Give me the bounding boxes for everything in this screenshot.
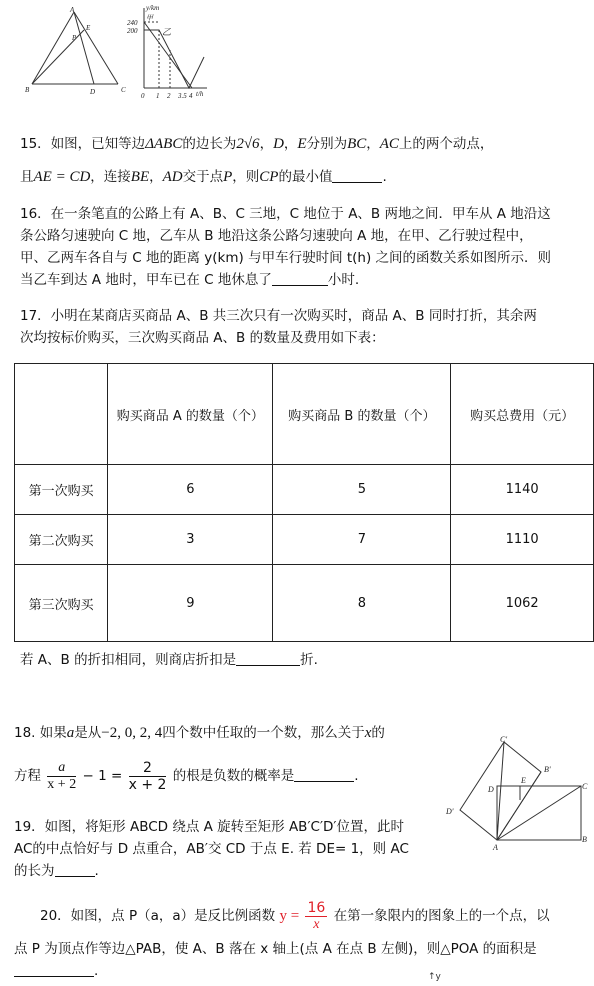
q15-text: 的边长为: [182, 136, 237, 152]
q18-text: 四个数中任取的一个数，那么关于: [162, 725, 365, 741]
q18-line1: [14, 722, 385, 744]
q18-var-x: x: [364, 725, 372, 741]
label-B: B: [582, 835, 587, 844]
q18-numbers: −2, 0, 2, 4: [101, 725, 163, 741]
line-label-yi: 乙: [162, 27, 172, 37]
q16-text: 小时.: [327, 272, 360, 288]
q15-number: 15．: [20, 136, 51, 152]
q15-text: ，则: [232, 169, 260, 185]
label-A: A: [493, 843, 498, 850]
q20-function-y: y =: [279, 908, 300, 924]
label-D-prime: D': [446, 807, 454, 816]
q18-frac1-numerator: a: [47, 760, 76, 777]
q15-text: 的最小值: [278, 169, 333, 185]
q15-point-P: P: [223, 169, 233, 185]
q15-answer-blank[interactable]: [332, 168, 382, 183]
table-cell: 6: [108, 465, 273, 515]
q20-answer-blank[interactable]: [14, 962, 94, 977]
label-C-prime: C': [500, 735, 508, 744]
q18-fraction-2: [129, 760, 167, 793]
q19-text: 的长为: [14, 863, 55, 879]
label-D: D: [90, 88, 96, 96]
purchase-table: [14, 363, 594, 642]
q19-line1: 19．如图，将矩形 ABCD 绕点 A 旋转至矩形 AB′C′D′位置，此时: [14, 819, 404, 835]
q15-seg-AC: AC: [379, 136, 399, 152]
q15-line2: [20, 166, 387, 188]
q17-text: 若 A、B 的折扣相同，则商店折扣是: [20, 652, 237, 668]
q15-point-D: D: [273, 136, 284, 152]
table-row: [15, 515, 594, 565]
x-tick-1: 1: [156, 92, 160, 100]
q15-text: 且: [20, 169, 34, 185]
q15-text: 如图，已知等边: [50, 136, 146, 152]
q20-text: 20．如图，点 P（a，a）是反比例函数: [40, 908, 276, 924]
q15-seg-AD: AD: [162, 169, 183, 185]
q18-text: 是从: [74, 725, 102, 741]
table-cell: 第一次购买: [15, 465, 108, 515]
q20-line1: [40, 899, 550, 933]
x-axis-label: t/h: [196, 90, 204, 98]
q20-text: .: [94, 963, 99, 979]
q15-side-length: 2√6: [236, 136, 260, 152]
q18-frac2-denominator: x + 2: [128, 776, 167, 793]
q18-text: 方程: [14, 768, 41, 784]
q15-text: ，: [283, 136, 298, 152]
q15-point-E: E: [297, 136, 307, 152]
q15-line1: [20, 133, 493, 155]
label-P: P: [72, 34, 77, 42]
q15-seg-CP: CP: [259, 169, 279, 185]
q18-answer-blank[interactable]: [294, 767, 354, 782]
q15-text: ，: [366, 136, 380, 152]
q18-var-a: a: [66, 725, 75, 741]
q15-text: 分别为: [306, 136, 348, 152]
x-tick-2: 2: [167, 92, 171, 100]
table-cell: 1110: [451, 515, 594, 565]
table-cell: 第二次购买: [15, 515, 108, 565]
q15-text: ，连接: [90, 169, 131, 185]
line-label-jia: 甲: [146, 14, 153, 22]
q19-answer-blank[interactable]: [55, 862, 95, 877]
y-axis-hint: ↑y: [428, 972, 441, 982]
table-cell: 1062: [451, 565, 594, 642]
label-E: E: [521, 776, 526, 785]
table-cell: 3: [108, 515, 273, 565]
y-tick-240: 240: [127, 19, 138, 27]
table-cell: 8: [273, 565, 451, 642]
y-tick-200: 200: [127, 27, 138, 35]
q18-text: 18. 如果: [14, 725, 67, 741]
q16-line3: 甲、乙两车各自与 C 地的距离 y(km) 与甲车行驶时间 t(h) 之间的函数关系如图所示．则: [20, 250, 552, 266]
q19-line3: [14, 860, 444, 882]
table-cell: 5: [273, 465, 451, 515]
q17-question: [20, 649, 318, 671]
q15-text: 上的两个动点，: [398, 136, 494, 152]
table-cell: 1140: [451, 465, 594, 515]
q17-answer-blank[interactable]: [236, 651, 300, 666]
table-row: [15, 465, 594, 515]
label-B-prime: B': [544, 765, 551, 774]
q18-text: .: [354, 768, 359, 784]
table-header-cell: 购买商品 A 的数量（个）: [108, 364, 273, 465]
q16-line4: [20, 269, 590, 291]
q16-line2: 条公路匀速驶向 C 地，乙车从 B 地沿这条公路匀速驶向 A 地，在甲、乙行驶过程中，: [20, 228, 533, 244]
q16-block: [20, 203, 590, 291]
q20-line3: [14, 960, 98, 982]
q18-fraction-1: [47, 760, 76, 793]
q18-text: 的: [371, 725, 385, 741]
q16-text: 当乙车到达 A 地时，甲车已在 C 地休息了: [20, 272, 272, 288]
q19-block: [14, 816, 444, 882]
q16-answer-blank[interactable]: [272, 271, 328, 286]
label-B: B: [25, 86, 30, 94]
label-C: C: [121, 86, 126, 94]
q18-text: − 1 =: [82, 768, 123, 784]
table-row: [15, 565, 594, 642]
q20-frac-denominator: x: [313, 916, 320, 932]
distance-time-graph: [122, 2, 212, 102]
q17-line2: 次均按标价购买，三次购买商品 A、B 的数量及费用如下表：: [20, 330, 385, 346]
q17-line1: 17．小明在某商店买商品 A、B 共三次只有一次购买时，商品 A、B 同时打折，其余两: [20, 308, 537, 324]
table-header-cell: [15, 364, 108, 465]
q18-line2: [14, 756, 359, 796]
q19-line2: AC的中点恰好与 D 点重合，AB′交 CD 于点 E. 若 DE= 1，则 AC: [14, 841, 409, 857]
rotated-rectangle-figure: [440, 730, 590, 850]
q18-frac1-denominator: x + 2: [47, 776, 77, 792]
label-A: A: [70, 6, 75, 14]
q15-triangle: ΔABC: [145, 136, 183, 152]
table-cell: 7: [273, 515, 451, 565]
q15-text: .: [382, 169, 387, 185]
q15-text: ，: [149, 169, 163, 185]
q18-frac2-numerator: 2: [129, 760, 167, 777]
y-axis-label: y/km: [146, 4, 160, 12]
q17-text: 折.: [300, 652, 318, 668]
q15-text: ，: [259, 136, 274, 152]
q16-line1: 16．在一条笔直的公路上有 A、B、C 三地，C 地位于 A、B 两地之间．甲车从 A 地沿这: [20, 206, 551, 222]
q15-text: 交于点: [182, 169, 224, 185]
table-header-cell: 购买商品 B 的数量（个）: [273, 364, 451, 465]
q20-text: 在第一象限内的图象上的一个点，以: [333, 908, 550, 924]
q17-intro: [20, 305, 590, 349]
q20-fraction: [305, 900, 327, 933]
triangle-figure: [22, 6, 132, 98]
q18-text: 的根是负数的概率是: [172, 768, 295, 784]
table-header-row: [15, 364, 594, 465]
x-tick-0: 0: [141, 92, 145, 100]
label-D: D: [488, 785, 494, 794]
table-header-cell: 购买总费用（元）: [451, 364, 594, 465]
q20-line2: 点 P 为顶点作等边△PAB，使 A、B 落在 x 轴上(点 A 在点 B 左侧)，则△POA 的面积是: [14, 941, 537, 957]
x-tick-4: 4: [189, 92, 193, 100]
q15-seg-BC: BC: [347, 136, 367, 152]
q19-text: .: [94, 863, 99, 879]
x-tick-3.5: 3.5: [178, 92, 187, 100]
table-cell: 9: [108, 565, 273, 642]
label-E: E: [86, 24, 91, 32]
q15-equation: AE = CD: [33, 169, 91, 185]
q15-seg-BE: BE: [130, 169, 150, 185]
label-C: C: [582, 782, 588, 791]
q20-frac-numerator: 16: [307, 899, 326, 916]
table-cell: 第三次购买: [15, 565, 108, 642]
